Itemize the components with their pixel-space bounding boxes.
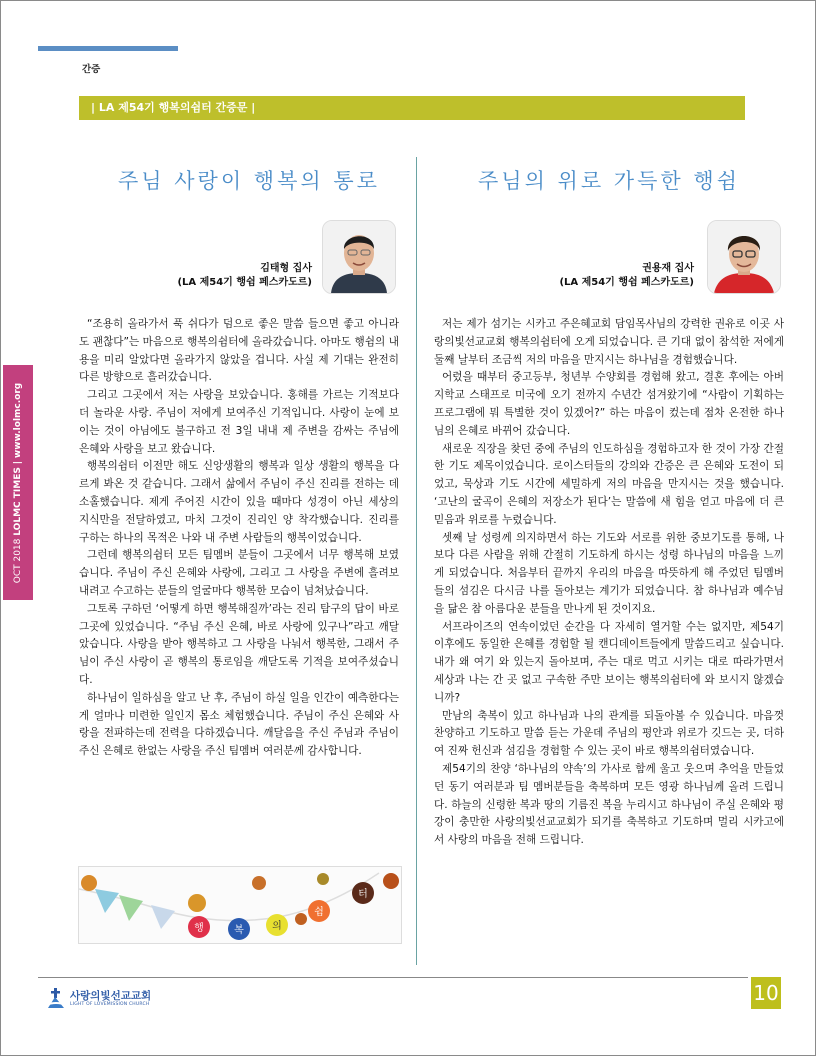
bunting-garland-photo-icon xyxy=(78,866,402,944)
article-body-left xyxy=(79,316,399,761)
article-body-right xyxy=(434,316,784,850)
footer-divider xyxy=(38,977,748,978)
section-label: 간증 xyxy=(82,64,101,75)
issue-date: OCT 2018 xyxy=(13,538,23,583)
bunting-letter: 의 xyxy=(272,921,282,932)
author-name: 권용재 집사 xyxy=(642,263,694,274)
paragraph: 어렸을 때부터 중고등부, 청년부 수양회를 경험해 왔고, 결혼 후에는 아버지학교 스태프로 미국에 오기 전까지 수년간 섬겨왔기에 “사람이 기획하는 프로그램에 뭐 특별한 것이 있겠어?” 하는 마음이 컸는데 점차 온전한 하나님의 은혜로 바뀌어 갔습니다. xyxy=(434,371,784,437)
article-title-left: 주님 사랑이 행복의 통로 xyxy=(118,169,380,193)
section-banner: | LA 제54기 행복의쉼터 간증문 | xyxy=(79,96,745,120)
website-link[interactable]: www.lolmc.org xyxy=(13,382,23,458)
bunting-letter: 행 xyxy=(194,923,204,934)
paragraph: 제54기의 찬양 ‘하나님의 약속’의 가사로 함께 울고 웃으며 추억을 만들었던 동기 여러분과 팀 멤버분들을 축복하며 모든 영광 하나님께 올려 드립니다. 하늘의 신령한 복과 땅의 기름진 복을 누리시고 하나님이 주실 은혜와 평강이 충만한 사랑의빛선교교회가 되기를 축복하고 기도하며 멀리 시카고에서 사랑의 마음을 전해 드립니다. xyxy=(434,762,784,847)
bunting-letter: 쉼 xyxy=(314,907,324,918)
author-role: (LA 제54기 행쉼 페스카도르) xyxy=(177,277,312,288)
author-name: 김태형 집사 xyxy=(260,263,312,274)
paragraph: 서프라이즈의 연속이었던 순간을 다 자세히 열거할 수는 없지만, 제54기 이후에도 동일한 은혜를 경험할 될 캔디데이트들에게 말씀드리고 싶습니다. 내가 왜 여기 와 있는지 돌아보며, 주는 대로 먹고 시키는 대로 따라가면서 세상과 나는 간 곳 없고 구속한 주만 보이는 행복의쉼터에 와 보시지 않겠습니까? xyxy=(434,620,784,704)
logo-korean-name: 사랑의빛선교교회 xyxy=(70,990,152,1002)
side-tab-text xyxy=(13,382,23,582)
publication-name: LOLMC TIMES xyxy=(13,466,23,536)
paragraph: 만남의 축복이 있고 하나님과 나의 관계를 되돌아볼 수 있습니다. 마음껏 찬양하고 기도하고 말씀 듣는 가운데 주님의 평안과 위로가 깃드는 곳, 더하여 진짜 헌신과 섬김을 경험할 수 있는 곳이 바로 행복의쉼터였습니다. xyxy=(434,709,784,758)
logo-english-name: LIGHT OF LOVEMISSION CHURCH xyxy=(70,1002,150,1007)
article-title-right: 주님의 위로 가득한 행쉼 xyxy=(478,169,740,193)
paragraph: 그토록 구하던 ‘어떻게 하면 행복해질까’라는 진리 탐구의 답이 바로 그곳에 있었습니다. “주님 주신 은혜, 바로 사랑에 있구나”라고 깨달았습니다. 사랑을 받아 행복하고 그 사랑을 나눠서 행복한, 그래서 주님이 주신 사랑이 곧 행복의 통로임을 깨닫도록 기적을 보여주셨습니다. xyxy=(79,602,399,686)
paragraph: 셋째 날 성령께 의지하면서 하는 기도와 서로를 위한 중보기도를 통해, 나보다 다른 사람을 위해 간절히 기도하게 하시는 성령 하나님의 마음을 느끼게 되었습니다. 처음부터 끝까지 우리의 마음을 따뜻하게 해 주었던 팀멤버들의 섬김은 다시금 나를 돌아보는 계기가 되었습니다. 참 하나님과 예수님을 닮은 참 아름다운 분들을 만나게 된 것이지요. xyxy=(434,531,784,615)
church-logo xyxy=(46,988,151,1010)
column-divider xyxy=(416,157,417,965)
side-tab xyxy=(3,365,33,600)
author-left xyxy=(177,262,312,290)
page-number: 10 xyxy=(751,977,781,1009)
side-tab-separator: | xyxy=(13,460,23,464)
paragraph: 행복의쉼터 이전만 해도 신앙생활의 행복과 일상 생활의 행복을 다르게 봐온 것 같습니다. 그래서 삶에서 주님이 주신 진리를 전하는 데 소홀했습니다. 제게 주어진 시간이 있을 때마다 성경이 아닌 세상의 지식만을 전달하였고, 마치 그것이 진리인 양 착각했습니다. 진리를 구하는 하나의 목적은 나와 내 주변 사람들의 행복이었습니다. xyxy=(79,460,399,544)
portrait-photo-icon xyxy=(707,220,781,294)
church-logo-icon xyxy=(46,988,66,1010)
author-role: (LA 제54기 행쉼 페스카도르) xyxy=(559,277,694,288)
paragraph: 그리고 그곳에서 저는 사랑을 보았습니다. 홍해를 가르는 기적보다 더 놀라운 사랑. 주님이 저에게 보여주신 기적입니다. 사랑이 눈에 보이는 것이 아님에도 불구하고 전 3일 내내 제 주변을 감싸는 주님에 은혜와 사랑을 보고 왔습니다. xyxy=(79,389,399,455)
paragraph: 새로운 직장을 찾던 중에 주님의 인도하심을 경험하고자 한 것이 가장 간절한 기도 제목이었습니다. 로이스터들의 강의와 간증은 큰 은혜와 도전이 되었고, 묵상과 기도 시간에 세밀하게 저의 마음을 만지시는 것을 했습니다. ‘고난의 굴곡이 은혜의 저장소가 된다’는 말씀에 새 힘을 얻고 마음에 더 큰 믿음과 위로를 누렸습니다. xyxy=(434,442,784,526)
portrait-photo-icon xyxy=(322,220,396,294)
paragraph: 그런데 행복의쉼터 모든 팀멤버 분들이 그곳에서 너무 행복해 보였습니다. 주님이 주신 은혜와 사랑에, 그리고 그 사랑을 주변에 흘려보내려고 수고하는 분들의 얼굴마다 행복한 모습이 넘쳐났습니다. xyxy=(79,549,399,597)
paragraph: 저는 제가 섬기는 시카고 주은혜교회 담임목사님의 강력한 권유로 이곳 사랑의빛선교교회 행복의쉼터에 오게 되었습니다. 큰 기대 없이 참석한 저에게 둘째 날부터 조금씩 저의 마음을 만지시는 하나님을 경험했습니다. xyxy=(434,318,784,366)
header-accent-bar xyxy=(38,46,178,51)
bunting-letter: 복 xyxy=(234,925,244,936)
paragraph: “조용히 올라가서 푹 쉬다가 덤으로 좋은 말씀 들으면 좋고 아니라도 괜찮다”는 마음으로 행복의쉼터에 올라갔습니다. 아마도 행쉼의 내용을 미리 알았다면 올라가지 않았을 겁니다. 사실 제 기대는 완전히 다른 방향으로 흘러갔습니다. xyxy=(79,318,399,384)
author-right xyxy=(559,262,694,290)
paragraph: 하나님이 일하심을 알고 난 후, 주님이 하실 일을 인간이 예측한다는 게 얼마나 미련한 일인지 몸소 체험했습니다. 주님이 주신 은혜와 사랑을 전파하는데 전력을 다하겠습니다. 깨달음을 주신 주님과 주님이 주신 은혜로 한없는 사랑을 주신 팀멤버 여러분께 감사합니다. xyxy=(79,691,399,758)
bunting-letter: 터 xyxy=(358,889,368,900)
